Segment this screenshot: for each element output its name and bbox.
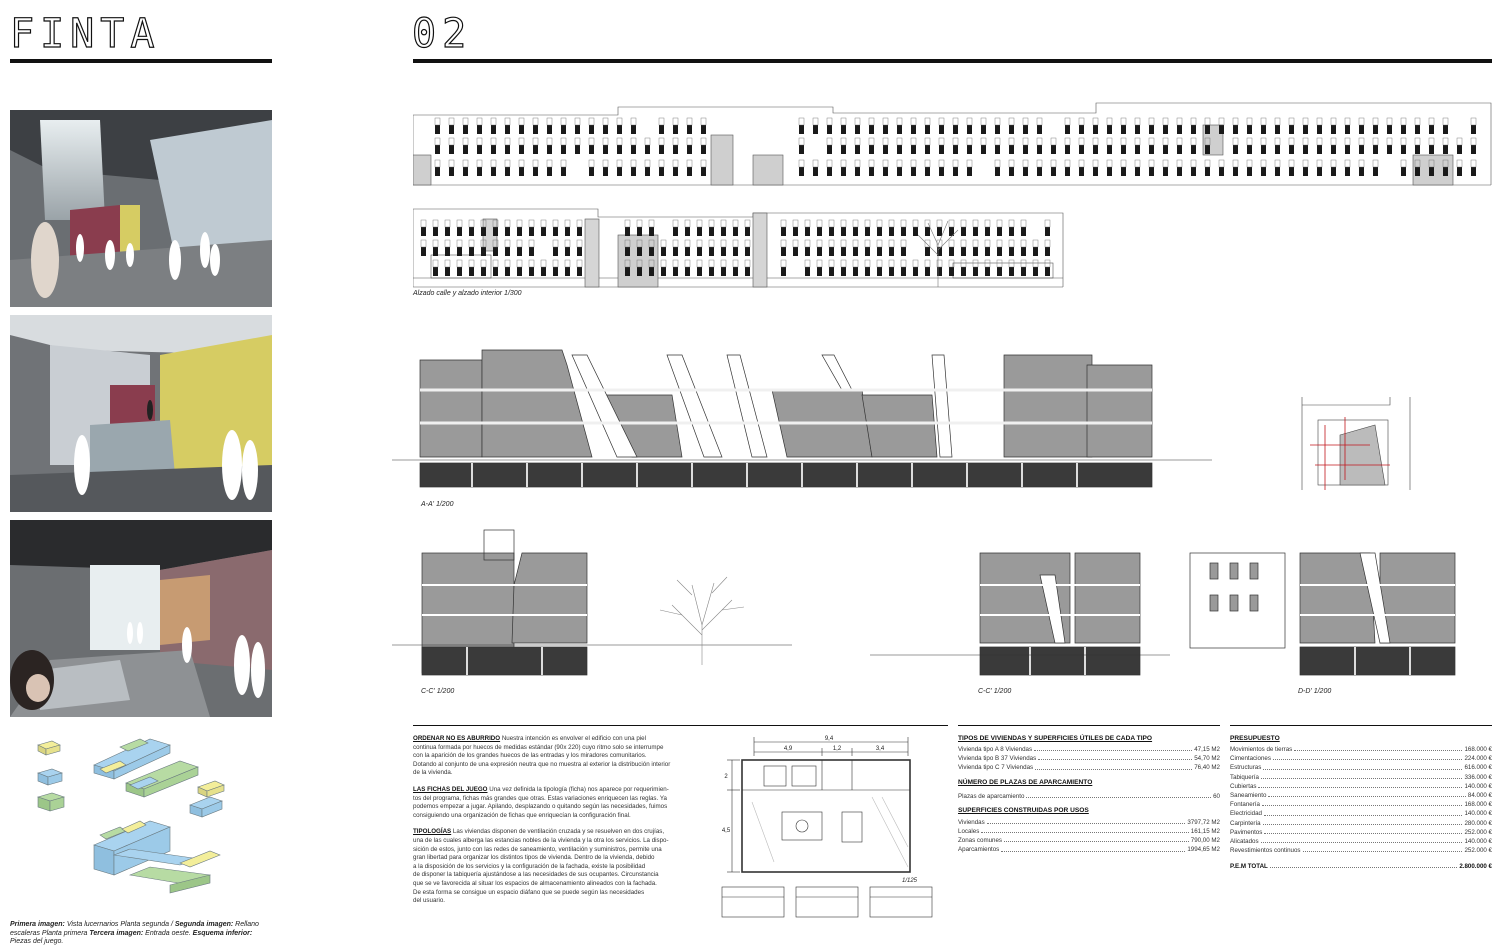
text-line: de la vivienda. [413, 769, 453, 777]
row-value: 140.000 € [1464, 837, 1492, 845]
row-label: Vivienda tipo A 8 Viviendas [958, 746, 1033, 753]
caption-primera-label: Primera imagen: [10, 921, 65, 928]
superficies-list [958, 818, 1220, 855]
row-value: 616.000 € [1464, 764, 1492, 772]
row-label: Estructuras [1230, 764, 1262, 772]
tipos-heading: TIPOS DE VIVIENDAS Y SUPERFICIES ÚTILES DE CADA TIPO [958, 735, 1153, 742]
text-blocks [413, 735, 703, 906]
render-stair-landing [10, 315, 272, 512]
row-label: Fontanería [1230, 801, 1260, 809]
superficies-heading: SUPERFICIES CONSTRUIDAS POR USOS [958, 806, 1089, 814]
table-row [958, 792, 1220, 801]
table-row [1230, 846, 1492, 855]
section-cc1-drawing [392, 525, 792, 680]
row-label: Electricidad [1230, 810, 1262, 818]
row-label: Carpintería [1230, 819, 1261, 827]
text-block-heading: LAS FICHAS DEL JUEGO [413, 785, 488, 793]
table-row [1230, 773, 1492, 782]
budget-total-label: P.E.M TOTAL [1230, 863, 1268, 871]
row-label: Tabiquería [1230, 773, 1259, 781]
row-label: Cubiertas [1230, 782, 1257, 790]
row-value: 1994,65 M2 [1187, 846, 1220, 854]
text-line: tos del programa, fichas más grandes que otras. Estas variaciones enriquecen las reglas. Ya [413, 794, 667, 802]
row-label: Aparcamientos [958, 846, 1000, 854]
site-plan-key [1300, 395, 1420, 495]
plan-dim-side-top: 2 [724, 774, 728, 780]
caption-tercera-text: Entrada oeste. [145, 929, 191, 937]
row-label: Movimientos de tierras [1230, 746, 1293, 753]
section-cc1-caption: C-C' 1/200 [421, 688, 455, 695]
caption-primera-text: Vista lucernarios Planta segunda / [66, 921, 173, 928]
budget-total-value: 2.800.000 € [1459, 863, 1492, 871]
row-label: Vivienda tipo C 7 Viviendas [958, 764, 1034, 772]
budget-table [1230, 735, 1492, 871]
table-row [1230, 745, 1492, 754]
render-skylights-second-floor [10, 110, 272, 307]
row-value: 3797,72 M2 [1187, 818, 1220, 826]
row-value: 168.000 € [1464, 746, 1492, 753]
table-row [958, 745, 1220, 754]
plan-dim-total: 9,4 [824, 736, 834, 742]
row-label: Plazas de aparcamiento [958, 792, 1025, 800]
plazas-list [958, 792, 1220, 801]
section-dd-drawing [1185, 525, 1475, 680]
row-label: Alicatados [1230, 837, 1259, 845]
info-rule-left [413, 725, 948, 726]
plazas-heading: NÚMERO DE PLAZAS DE APARCAMIENTO [958, 778, 1093, 786]
row-value: 161,15 M2 [1190, 827, 1220, 835]
row-label: Zonas comunes [958, 837, 1003, 845]
text-line: Nuestra intención es envolver el edificio con una piel [501, 735, 646, 742]
project-title: FINTA [10, 11, 161, 57]
row-label: Saneamiento [1230, 791, 1267, 799]
table-row [1230, 828, 1492, 837]
table-row [958, 836, 1220, 845]
table-row [1230, 782, 1492, 791]
areas-tables [958, 735, 1220, 855]
text-line: Una vez definida la tipología (ficha) nos aparece por requerimien- [489, 785, 669, 793]
text-block-ordenar [413, 735, 703, 778]
caption-segunda-text: Rellano escaleras Planta primera [10, 921, 259, 937]
table-row [1230, 791, 1492, 800]
tipos-list [958, 745, 1220, 773]
text-line: podemos empezar a jugar. Apilando, desplazando o quitando según las necesidades, fuimos [413, 803, 668, 811]
caption-tercera-label: Tercera imagen: [89, 929, 144, 937]
table-row [958, 818, 1220, 827]
row-value: 280.000 € [1464, 819, 1492, 827]
table-row [958, 754, 1220, 763]
title-rule [10, 59, 272, 63]
row-label: Viviendas [958, 818, 985, 826]
text-line: que se ve favorecida al situar los espacios de almacenamiento alineados con la fachada. [413, 879, 657, 887]
info-rule-middle [958, 725, 1220, 726]
table-row [958, 845, 1220, 854]
sheet-number: 02 [412, 11, 473, 57]
text-line: De esta forma se consigue un espacio diáfano que se puede según las necesidades [413, 888, 645, 896]
row-label: Vivienda tipo B 37 Viviendas [958, 755, 1037, 763]
dwelling-plan-drawing [712, 732, 942, 922]
presupuesto-list [1230, 745, 1492, 855]
text-line: Dotando al conjunto de una expresión neutra que no muestra al exterior la distribución interior [413, 760, 671, 768]
plan-dim-side-main: 4,5 [721, 828, 731, 834]
text-line: una de las cuales alberga las estancias nobles de la vivienda y la otra los servicios. La dispo- [413, 836, 669, 844]
block-scheme-diagram [30, 735, 255, 895]
text-line: continua formada por huecos de medidas estándar (90x 220) cuyo ritmo solo se interrumpe [413, 743, 664, 751]
text-line: con la aparición de los grandes huecos de las entradas y los miradores comunitarios. [413, 752, 647, 760]
text-block-heading: TIPOLOGÍAS [413, 828, 452, 836]
row-label: Locales [958, 827, 980, 835]
plan-scale: 1/125 [902, 878, 918, 884]
row-value: 84.000 € [1467, 791, 1492, 799]
row-value: 76,40 M2 [1194, 764, 1220, 772]
table-row [958, 827, 1220, 836]
table-row [1230, 819, 1492, 828]
table-row [1230, 809, 1492, 818]
caption-esquema-label: Esquema inferior: [192, 929, 253, 937]
row-value: 252.000 € [1464, 847, 1492, 855]
text-line: gran libertad para organizar los distintos tipos de vivienda. Dentro de la vivienda, debido [413, 854, 655, 862]
row-value: 140.000 € [1464, 782, 1492, 790]
table-row [1230, 800, 1492, 809]
row-value: 54,70 M2 [1194, 755, 1220, 763]
text-line: consiguiendo una organización de fichas que enriquecían la configuración final. [413, 811, 631, 819]
row-label: Pavimentos [1230, 828, 1263, 836]
row-value: 60 [1213, 792, 1220, 800]
text-line: Las viviendas disponen de ventilación cruzada y se resuelven en dos crujías, [452, 828, 665, 836]
row-value: 140.000 € [1464, 810, 1492, 818]
row-label: Cimentaciones [1230, 755, 1271, 763]
table-row [1230, 837, 1492, 846]
plan-dim-a: 4,9 [783, 746, 793, 752]
section-aa-drawing [392, 345, 1212, 495]
text-line: de disponer la tabiquería ajustándose a las necesidades de sus ocupantes. Circunstancia [413, 871, 659, 879]
text-line: a la disposición de los servicios y la configuración de la fachada, existe la posibilidad [413, 862, 646, 870]
table-row [1230, 763, 1492, 772]
plan-dim-b: 1,2 [832, 746, 842, 752]
budget-total-row [1230, 862, 1492, 871]
row-value: 790,00 M2 [1190, 837, 1220, 845]
row-value: 168.000 € [1464, 801, 1492, 809]
section-aa-caption: A-A' 1/200 [421, 501, 454, 508]
row-value: 336.000 € [1464, 773, 1492, 781]
text-block-fichas [413, 786, 703, 820]
presupuesto-heading: PRESUPUESTO [1230, 735, 1280, 742]
row-value: 47,15 M2 [1194, 746, 1220, 753]
text-block-tipologias [413, 828, 703, 905]
elevation-caption: Alzado calle y alzado interior 1/300 [413, 290, 522, 297]
section-cc2-caption: C-C' 1/200 [978, 688, 1012, 695]
caption-segunda-label: Segunda imagen: [174, 921, 234, 928]
text-line: sición de estos, junto con las redes de saneamiento, ventilación y suministros, permite una [413, 845, 662, 853]
section-cc2-drawing [870, 525, 1170, 680]
table-row [958, 763, 1220, 772]
row-value: 252.000 € [1464, 828, 1492, 836]
row-value: 224.000 € [1464, 755, 1492, 763]
text-block-heading: ORDENAR NO ES ABURRIDO [413, 735, 501, 742]
plan-dim-c: 3,4 [875, 746, 885, 752]
text-line: del usuario. [413, 897, 445, 905]
sheet-rule [413, 59, 1492, 63]
row-label: Revestimientos continuos [1230, 847, 1301, 855]
caption-esquema-text: Piezas del juego. [10, 938, 64, 945]
images-caption [10, 921, 272, 947]
info-rule-right [1230, 725, 1492, 726]
section-dd-caption: D-D' 1/200 [1298, 688, 1332, 695]
render-west-entrance [10, 520, 272, 717]
table-row [1230, 754, 1492, 763]
elevations-drawing [413, 95, 1493, 290]
